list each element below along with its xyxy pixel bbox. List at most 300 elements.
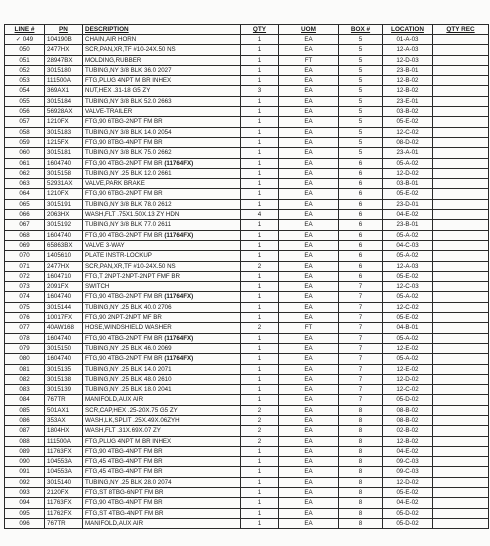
qty-received-cell (433, 96, 489, 106)
description-text: TUBING,NY .25 BLK 12.0 2661 (85, 169, 172, 177)
quantity-cell: 1 (241, 282, 279, 292)
description-cell (83, 271, 241, 281)
quantity-cell: 1 (241, 240, 279, 250)
part-number-cell: 11762FX (45, 508, 83, 518)
part-number-cell: 40AW168 (45, 323, 83, 333)
description-cell (83, 323, 241, 333)
table-row (5, 457, 489, 467)
line-number-cell: 072 (5, 271, 45, 281)
table-row (5, 446, 489, 456)
description-text: FTG,90 6TBG-2NPT FM BR (85, 190, 163, 198)
box-number-cell: 7 (339, 302, 383, 312)
description-cross-ref: (11764FX) (164, 355, 194, 363)
qty-received-cell (433, 364, 489, 374)
box-number-cell: 7 (339, 313, 383, 323)
line-number-cell: 053 (5, 76, 45, 86)
table-row (5, 261, 489, 271)
description-text: WASH,FLT .31X.69X.07 ZY (85, 427, 161, 435)
box-number-cell: 7 (339, 292, 383, 302)
description-cell (83, 137, 241, 147)
location-cell: 05-A-02 (383, 230, 433, 240)
line-number-cell: 074 (5, 292, 45, 302)
part-number-cell: 3015183 (45, 127, 83, 137)
table-row (5, 343, 489, 353)
parts-table (4, 24, 489, 529)
quantity-cell: 2 (241, 405, 279, 415)
line-number-cell: 082 (5, 374, 45, 384)
box-number-cell: 8 (339, 467, 383, 477)
unit-of-measure-cell: EA (279, 148, 339, 158)
table-row (5, 117, 489, 127)
location-cell: 05-E-02 (383, 313, 433, 323)
description-cell (83, 220, 241, 230)
line-number-text: 049 (22, 36, 34, 43)
description-cell (83, 282, 241, 292)
description-text: FTG,90 2NPT-2NPT MF BR (85, 314, 162, 322)
quantity-cell: 1 (241, 508, 279, 518)
table-row (5, 477, 489, 487)
box-number-cell: 8 (339, 426, 383, 436)
table-row (5, 323, 489, 333)
location-cell: 23-E-01 (383, 96, 433, 106)
description-text: PLATE INSTR-LOCKUP (85, 252, 152, 260)
part-number-cell: 2120FX (45, 488, 83, 498)
location-cell: 12-E-02 (383, 364, 433, 374)
description-text: SWITCH (85, 283, 110, 291)
part-number-cell: 1604710 (45, 271, 83, 281)
description-cell (83, 415, 241, 425)
qty-received-cell (433, 292, 489, 302)
unit-of-measure-cell: EA (279, 117, 339, 127)
unit-of-measure-cell: EA (279, 45, 339, 55)
description-text: MANIFOLD,AUX AIR (85, 396, 144, 404)
description-cell (83, 302, 241, 312)
part-number-cell: 52931AX (45, 179, 83, 189)
line-number-cell: 093 (5, 488, 45, 498)
col-header-line: LINE # (5, 25, 45, 35)
line-number-cell: 062 (5, 168, 45, 178)
table-row (5, 45, 489, 55)
col-header-uom: UOM (279, 25, 339, 35)
table-row (5, 240, 489, 250)
location-cell: 05-A-02 (383, 158, 433, 168)
unit-of-measure-cell: EA (279, 137, 339, 147)
description-text: FTG,90 4TBG-2NPT FM BR (85, 355, 163, 363)
table-row (5, 436, 489, 446)
check-mark-icon: ✓ (15, 36, 23, 43)
qty-received-cell (433, 189, 489, 199)
description-text: TUBING,NY 3/8 BLK 77.0 2611 (85, 221, 172, 229)
quantity-cell: 1 (241, 55, 279, 65)
box-number-cell: 5 (339, 35, 383, 45)
description-text: TUBING,NY 3/8 BLK 36.0 2027 (85, 66, 172, 74)
line-number-cell: 083 (5, 385, 45, 395)
table-row (5, 333, 489, 343)
table-row (5, 467, 489, 477)
description-cell (83, 405, 241, 415)
line-number-cell: 078 (5, 333, 45, 343)
line-number-cell: 055 (5, 96, 45, 106)
description-text: FTG,T 2NPT-2NPT-2NPT FMF BR (85, 272, 180, 280)
location-cell: 12-B-02 (383, 86, 433, 96)
description-text: MANIFOLD,AUX AIR (85, 519, 144, 527)
unit-of-measure-cell: EA (279, 230, 339, 240)
line-number-cell (5, 35, 45, 45)
line-number-cell: 087 (5, 426, 45, 436)
line-number-cell: 057 (5, 117, 45, 127)
qty-received-cell (433, 271, 489, 281)
table-row (5, 76, 489, 86)
qty-received-cell (433, 45, 489, 55)
unit-of-measure-cell: EA (279, 220, 339, 230)
description-cell (83, 395, 241, 405)
table-row (5, 302, 489, 312)
qty-received-cell (433, 498, 489, 508)
description-cell (83, 457, 241, 467)
qty-received-cell (433, 395, 489, 405)
unit-of-measure-cell: EA (279, 35, 339, 45)
location-cell: 08-D-02 (383, 137, 433, 147)
quantity-cell: 1 (241, 457, 279, 467)
line-number-cell: 088 (5, 436, 45, 446)
col-header-pn: PN (45, 25, 83, 35)
unit-of-measure-cell: EA (279, 457, 339, 467)
description-text: FTG,45 4TBG-4NPT FM BR (85, 458, 163, 466)
quantity-cell: 1 (241, 45, 279, 55)
line-number-cell: 063 (5, 179, 45, 189)
description-cell (83, 35, 241, 45)
location-cell: 03-B-01 (383, 179, 433, 189)
box-number-cell: 8 (339, 508, 383, 518)
part-number-cell: 3015181 (45, 148, 83, 158)
description-cell (83, 127, 241, 137)
description-cell (83, 76, 241, 86)
quantity-cell: 1 (241, 158, 279, 168)
description-text: FTG,90 8TBG-4NPT FM BR (85, 138, 163, 146)
quantity-cell: 1 (241, 518, 279, 528)
table-row (5, 271, 489, 281)
part-number-cell: 3015138 (45, 374, 83, 384)
description-cell (83, 65, 241, 75)
box-number-cell: 7 (339, 385, 383, 395)
description-text: TUBING,NY .25 BLK 28.0 2074 (85, 478, 172, 486)
box-number-cell: 7 (339, 374, 383, 384)
box-number-cell: 5 (339, 127, 383, 137)
part-number-cell: 501AX1 (45, 405, 83, 415)
description-cell (83, 498, 241, 508)
line-number-cell: 068 (5, 230, 45, 240)
quantity-cell: 1 (241, 498, 279, 508)
table-row (5, 55, 489, 65)
description-cell (83, 55, 241, 65)
qty-received-cell (433, 323, 489, 333)
description-cell (83, 251, 241, 261)
line-number-cell: 058 (5, 127, 45, 137)
description-text: HOSE,WINDSHIELD WASHER (85, 324, 172, 332)
description-cross-ref: (11764FX) (164, 293, 194, 301)
unit-of-measure-cell: EA (279, 210, 339, 220)
quantity-cell: 1 (241, 271, 279, 281)
line-number-cell: 070 (5, 251, 45, 261)
unit-of-measure-cell: EA (279, 518, 339, 528)
line-number-cell: 091 (5, 467, 45, 477)
description-cell (83, 261, 241, 271)
qty-received-cell (433, 467, 489, 477)
description-text: FTG,PLUG 4NPT M BR INHEX (85, 437, 172, 445)
part-number-cell: 3015140 (45, 477, 83, 487)
unit-of-measure-cell: EA (279, 385, 339, 395)
description-text: TUBING,NY .25 BLK 18.0 2041 (85, 386, 172, 394)
qty-received-cell (433, 282, 489, 292)
part-number-cell: 1604740 (45, 230, 83, 240)
part-number-cell: 1210FX (45, 189, 83, 199)
location-cell: 12-A-03 (383, 45, 433, 55)
location-cell: 05-E-02 (383, 189, 433, 199)
description-cell (83, 364, 241, 374)
qty-received-cell (433, 158, 489, 168)
quantity-cell: 1 (241, 302, 279, 312)
location-cell: 05-E-02 (383, 488, 433, 498)
unit-of-measure-cell: EA (279, 199, 339, 209)
table-row (5, 230, 489, 240)
table-row (5, 395, 489, 405)
line-number-cell: 073 (5, 282, 45, 292)
qty-received-cell (433, 426, 489, 436)
part-number-cell: 104553A (45, 467, 83, 477)
qty-received-cell (433, 199, 489, 209)
location-cell: 02-B-02 (383, 426, 433, 436)
unit-of-measure-cell: EA (279, 168, 339, 178)
box-number-cell: 6 (339, 168, 383, 178)
location-cell: 23-B-01 (383, 65, 433, 75)
qty-received-cell (433, 230, 489, 240)
qty-received-cell (433, 76, 489, 86)
description-text: WASH,LK,SPLIT .25X.49X.06ZYH (85, 416, 180, 424)
part-number-cell: 767TR (45, 395, 83, 405)
unit-of-measure-cell: EA (279, 343, 339, 353)
line-number-cell: 086 (5, 415, 45, 425)
unit-of-measure-cell: EA (279, 374, 339, 384)
quantity-cell: 1 (241, 343, 279, 353)
location-cell: 12-D-03 (383, 55, 433, 65)
description-text: TUBING,NY .25 BLK 40.0 2706 (85, 303, 172, 311)
qty-received-cell (433, 220, 489, 230)
quantity-cell: 2 (241, 426, 279, 436)
qty-received-cell (433, 354, 489, 364)
location-cell: 12-C-02 (383, 385, 433, 395)
box-number-cell: 6 (339, 199, 383, 209)
qty-received-cell (433, 385, 489, 395)
location-cell: 12-C-02 (383, 127, 433, 137)
location-cell: 05-A-02 (383, 354, 433, 364)
qty-received-cell (433, 210, 489, 220)
location-cell: 23-A-01 (383, 148, 433, 158)
qty-received-cell (433, 405, 489, 415)
col-header-description: DESCRIPTION (83, 25, 241, 35)
location-cell: 05-D-02 (383, 518, 433, 528)
description-cell (83, 426, 241, 436)
location-cell: 04-C-03 (383, 240, 433, 250)
quantity-cell: 1 (241, 364, 279, 374)
description-text: CHAIN,AIR HORN (85, 36, 137, 43)
qty-received-cell (433, 127, 489, 137)
unit-of-measure-cell: EA (279, 251, 339, 261)
table-row (5, 127, 489, 137)
line-number-cell: 094 (5, 498, 45, 508)
unit-of-measure-cell: EA (279, 415, 339, 425)
description-cell (83, 292, 241, 302)
location-cell: 09-C-03 (383, 457, 433, 467)
unit-of-measure-cell: FT (279, 55, 339, 65)
col-header-qty-rec: QTY REC (433, 25, 489, 35)
qty-received-cell (433, 148, 489, 158)
quantity-cell: 1 (241, 168, 279, 178)
line-number-cell: 059 (5, 137, 45, 147)
part-number-cell: 3015180 (45, 65, 83, 75)
unit-of-measure-cell: EA (279, 488, 339, 498)
unit-of-measure-cell: EA (279, 477, 339, 487)
line-number-cell: 051 (5, 55, 45, 65)
part-number-cell: 65863BX (45, 240, 83, 250)
box-number-cell: 8 (339, 498, 383, 508)
box-number-cell: 5 (339, 148, 383, 158)
quantity-cell: 1 (241, 385, 279, 395)
part-number-cell: 3015139 (45, 385, 83, 395)
table-row (5, 292, 489, 302)
description-cell (83, 333, 241, 343)
unit-of-measure-cell: EA (279, 96, 339, 106)
part-number-cell: 353AX (45, 415, 83, 425)
quantity-cell: 1 (241, 96, 279, 106)
unit-of-measure-cell: EA (279, 508, 339, 518)
description-cell (83, 343, 241, 353)
qty-received-cell (433, 374, 489, 384)
part-number-cell: 1604740 (45, 158, 83, 168)
table-row (5, 86, 489, 96)
qty-received-cell (433, 117, 489, 127)
table-row (5, 168, 489, 178)
description-cell (83, 508, 241, 518)
quantity-cell: 3 (241, 86, 279, 96)
part-number-cell: 111500A (45, 76, 83, 86)
location-cell: 12-C-03 (383, 282, 433, 292)
location-cell: 04-E-02 (383, 498, 433, 508)
part-number-cell: 3015184 (45, 96, 83, 106)
line-number-cell: 095 (5, 508, 45, 518)
description-text: SCR,PAN,XR,TF #10-24X.50 NS (85, 262, 176, 270)
part-number-cell: 2063HX (45, 210, 83, 220)
location-cell: 05-A-02 (383, 333, 433, 343)
unit-of-measure-cell: EA (279, 282, 339, 292)
quantity-cell: 1 (241, 395, 279, 405)
part-number-cell: 3015191 (45, 199, 83, 209)
description-text: TUBING,NY 3/8 BLK 75.0 2662 (85, 149, 172, 157)
description-text: FTG,90 4TBG-2NPT FM BR (85, 159, 163, 167)
line-number-cell: 090 (5, 457, 45, 467)
table-row (5, 354, 489, 364)
line-number-cell: 060 (5, 148, 45, 158)
location-cell: 23-B-01 (383, 220, 433, 230)
box-number-cell: 7 (339, 343, 383, 353)
unit-of-measure-cell: EA (279, 292, 339, 302)
box-number-cell: 8 (339, 488, 383, 498)
table-row (5, 199, 489, 209)
unit-of-measure-cell: EA (279, 436, 339, 446)
description-text: FTG,90 4TBG-4NPT FM BR (85, 447, 163, 455)
part-number-cell: 2477HX (45, 45, 83, 55)
location-cell: 08-B-02 (383, 415, 433, 425)
line-number-cell: 065 (5, 199, 45, 209)
description-text: FTG,90 4TBG-4NPT FM BR (85, 499, 163, 507)
qty-received-cell (433, 35, 489, 45)
table-row (5, 415, 489, 425)
box-number-cell: 6 (339, 158, 383, 168)
quantity-cell: 1 (241, 107, 279, 117)
part-number-cell: 1604740 (45, 292, 83, 302)
qty-received-cell (433, 415, 489, 425)
quantity-cell: 1 (241, 127, 279, 137)
part-number-cell: 11763FX (45, 498, 83, 508)
description-text: FTG,ST 8TBG-6NPT FM BR (85, 489, 164, 497)
quantity-cell: 1 (241, 65, 279, 75)
table-row (5, 498, 489, 508)
description-text: VALVE-TRAILER (85, 108, 133, 116)
description-cell (83, 230, 241, 240)
unit-of-measure-cell: EA (279, 498, 339, 508)
box-number-cell: 7 (339, 282, 383, 292)
unit-of-measure-cell: EA (279, 76, 339, 86)
line-number-cell: 079 (5, 343, 45, 353)
table-row (5, 518, 489, 528)
box-number-cell: 6 (339, 251, 383, 261)
description-cell (83, 107, 241, 117)
table-row (5, 35, 489, 45)
quantity-cell: 2 (241, 261, 279, 271)
location-cell: 12-C-02 (383, 302, 433, 312)
quantity-cell: 1 (241, 189, 279, 199)
description-cell (83, 179, 241, 189)
qty-received-cell (433, 179, 489, 189)
quantity-cell: 1 (241, 477, 279, 487)
line-number-cell: 096 (5, 518, 45, 528)
quantity-cell: 1 (241, 251, 279, 261)
unit-of-measure-cell: EA (279, 158, 339, 168)
quantity-cell: 1 (241, 117, 279, 127)
quantity-cell: 1 (241, 179, 279, 189)
description-text: NUT,HEX .31-18 G5 ZY (85, 87, 151, 95)
quantity-cell: 1 (241, 76, 279, 86)
unit-of-measure-cell: EA (279, 65, 339, 75)
description-text: FTG,90 4TBG-2NPT FM BR (85, 231, 163, 239)
qty-received-cell (433, 518, 489, 528)
qty-received-cell (433, 86, 489, 96)
part-number-cell: 111500A (45, 436, 83, 446)
unit-of-measure-cell: EA (279, 467, 339, 477)
part-number-cell: 767TR (45, 518, 83, 528)
unit-of-measure-cell: EA (279, 426, 339, 436)
unit-of-measure-cell: EA (279, 240, 339, 250)
qty-received-cell (433, 261, 489, 271)
location-cell: 05-D-02 (383, 508, 433, 518)
line-number-cell: 075 (5, 302, 45, 312)
location-cell: 12-D-02 (383, 374, 433, 384)
location-cell: 12-A-03 (383, 261, 433, 271)
description-text: TUBING,NY .25 BLK 14.0 2071 (85, 365, 172, 373)
qty-received-cell (433, 436, 489, 446)
table-row (5, 426, 489, 436)
quantity-cell: 2 (241, 415, 279, 425)
part-number-cell: 10017FX (45, 313, 83, 323)
